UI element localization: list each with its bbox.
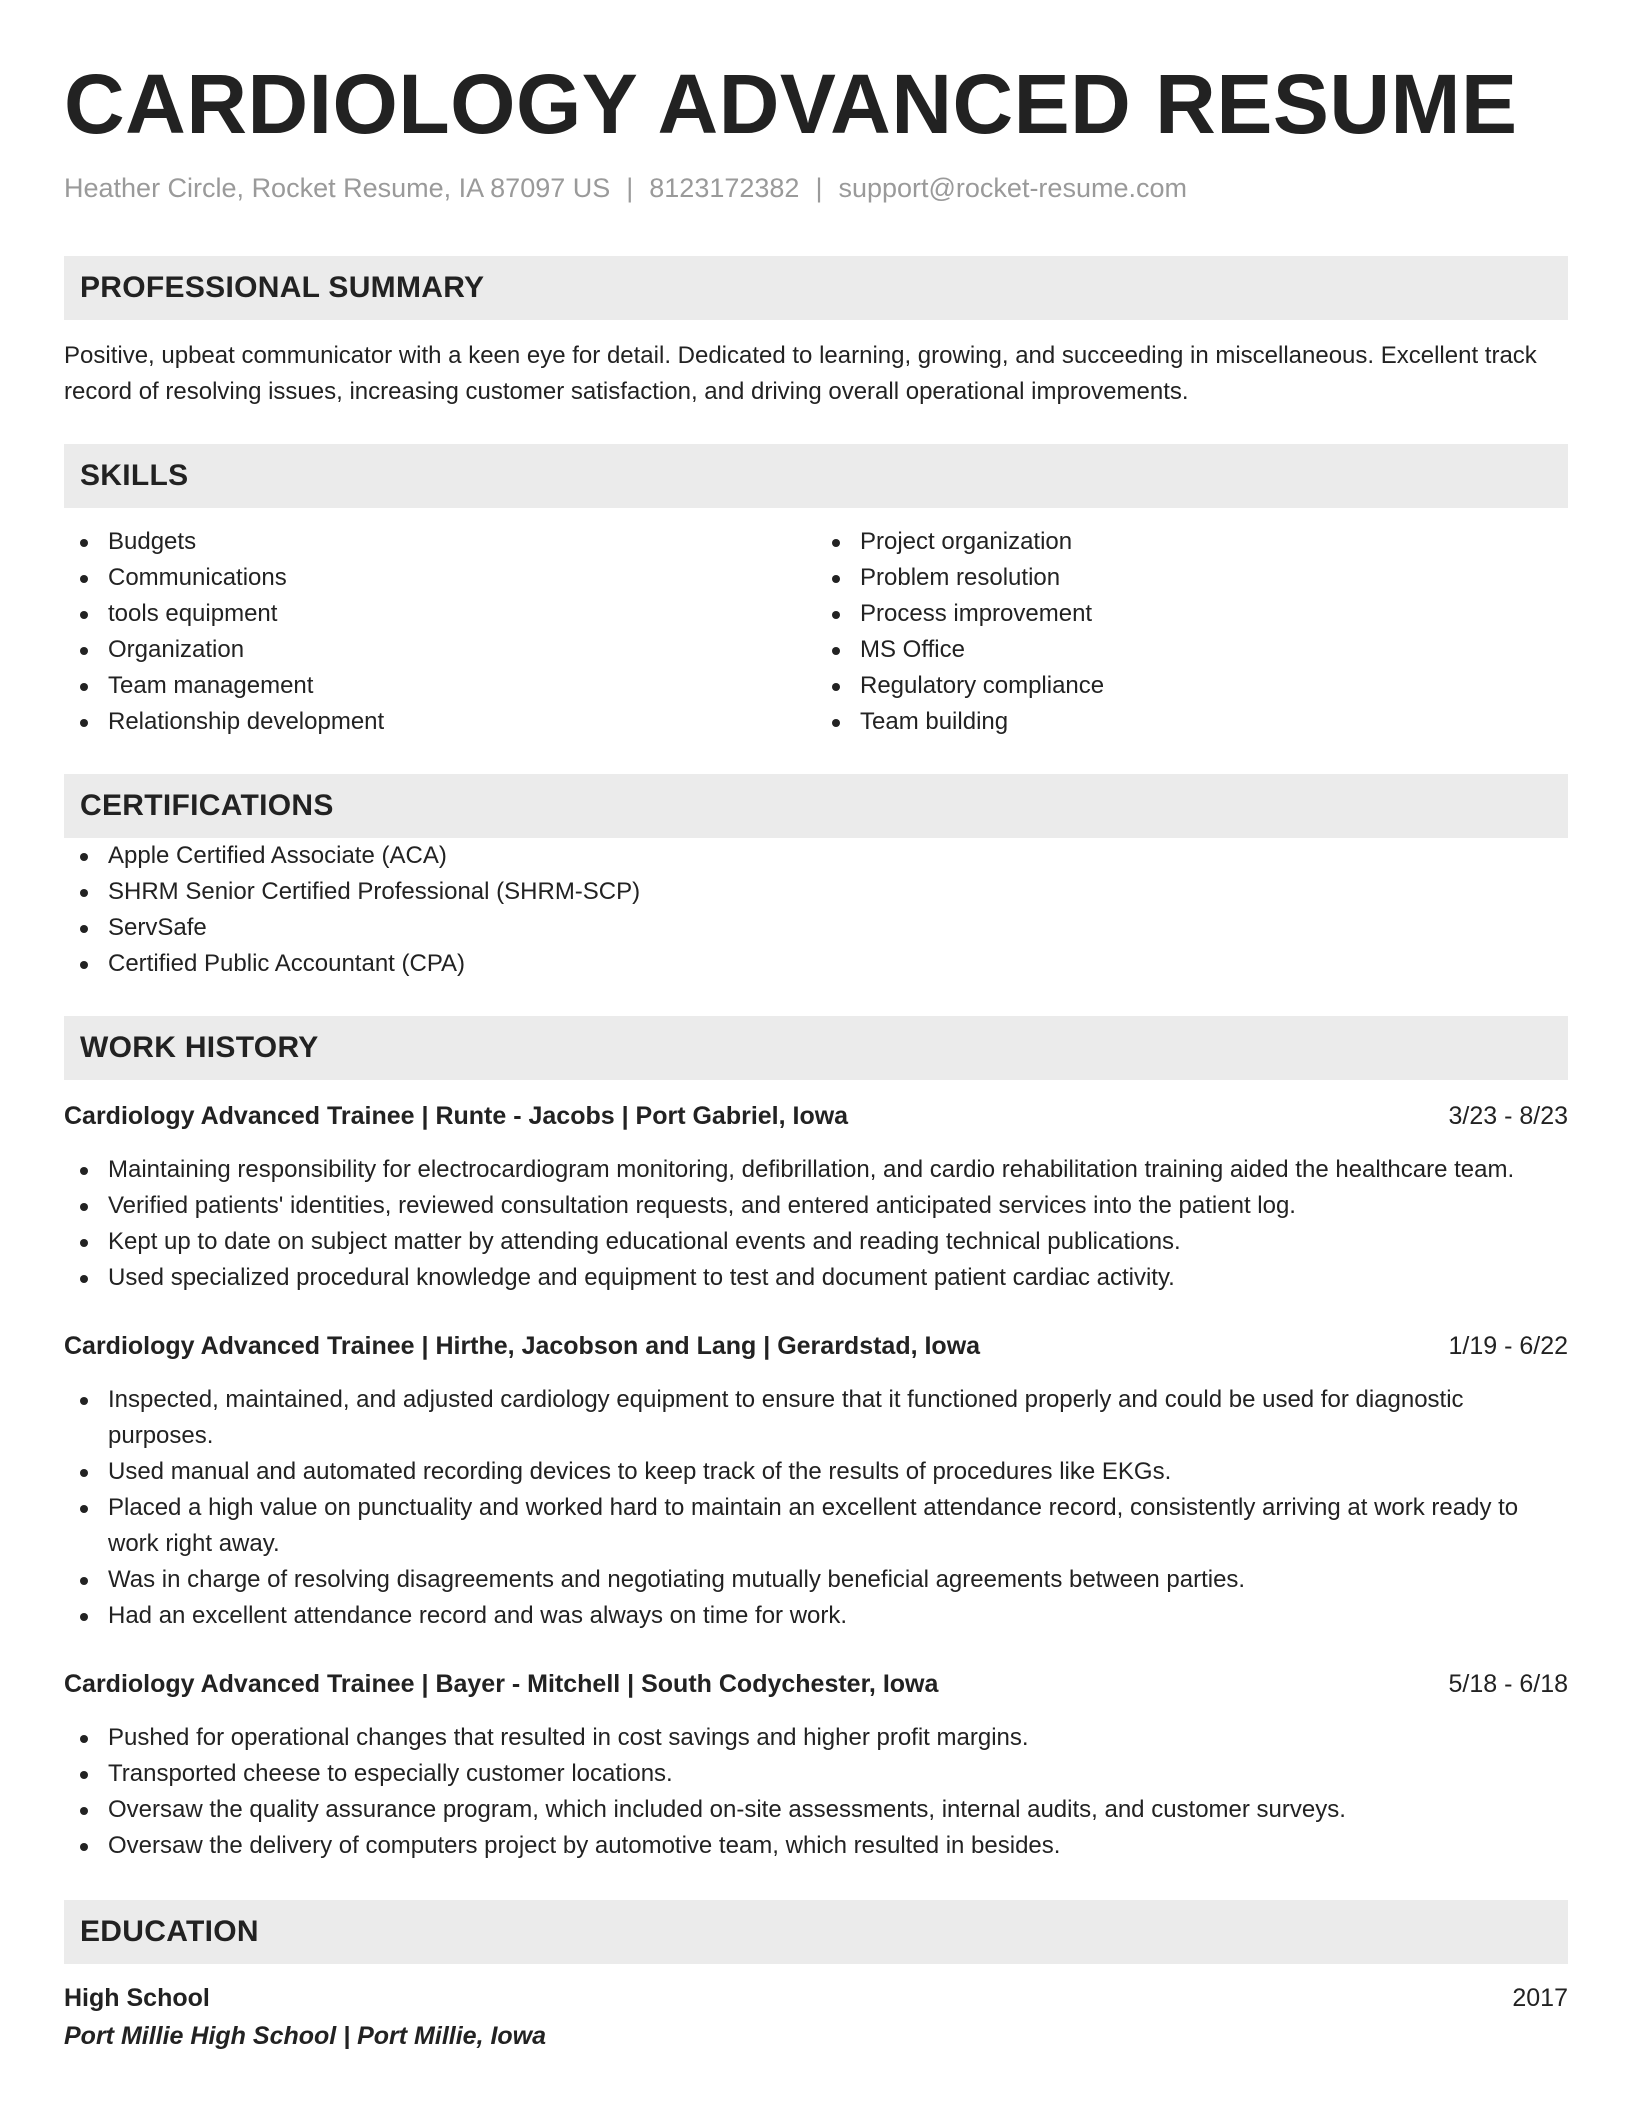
job-bullets: [64, 1720, 1568, 1864]
education-header: [64, 1980, 1568, 2016]
job-bullets: [64, 1382, 1568, 1634]
job-title: Cardiology Advanced Trainee | Runte - Jacobs | Port Gabriel, Iowa: [64, 1102, 849, 1130]
job-bullet: Had an excellent attendance record and was always on time for work.: [64, 1598, 1568, 1634]
certification-item: Apple Certified Associate (ACA): [64, 838, 1568, 874]
skill-item: Budgets: [64, 524, 816, 560]
job-dates: 3/23 - 8/23: [1448, 1102, 1568, 1130]
job-bullet: Oversaw the delivery of computers project by automotive team, which resulted in besides.: [64, 1828, 1568, 1864]
job-bullets: [64, 1152, 1568, 1296]
job-bullet: Oversaw the quality assurance program, which included on-site assessments, internal audits, and customer surveys.: [64, 1792, 1568, 1828]
job-dates: 1/19 - 6/22: [1448, 1332, 1568, 1360]
job-header: [64, 1098, 1568, 1134]
job-bullet: Kept up to date on subject matter by attending educational events and reading technical publications.: [64, 1224, 1568, 1260]
resume-title: CARDIOLOGY ADVANCED RESUME: [64, 57, 1518, 151]
job-title: Cardiology Advanced Trainee | Hirthe, Jacobson and Lang | Gerardstad, Iowa: [64, 1332, 981, 1360]
skill-item: Problem resolution: [816, 560, 1568, 596]
job-bullet: Was in charge of resolving disagreements and negotiating mutually beneficial agreements between parties.: [64, 1562, 1568, 1598]
skills-list: [64, 524, 1568, 740]
job-bullet: Used specialized procedural knowledge and equipment to test and document patient cardiac activity.: [64, 1260, 1568, 1296]
skill-item: Relationship development: [64, 704, 816, 740]
education-year: 2017: [1512, 1984, 1568, 2012]
job-dates: 5/18 - 6/18: [1448, 1670, 1568, 1698]
contact-separator: |: [815, 173, 823, 203]
skill-item: tools equipment: [64, 596, 816, 632]
job-bullet: Maintaining responsibility for electrocardiogram monitoring, defibrillation, and cardio rehabilitation training aided the healthcare team.: [64, 1152, 1568, 1188]
section-header-certifications: CERTIFICATIONS: [64, 774, 1568, 838]
skill-item: MS Office: [816, 632, 1568, 668]
contact-separator: |: [626, 173, 634, 203]
job-entry: [64, 1666, 1568, 1864]
contact-line: [64, 170, 1568, 206]
job-header: [64, 1328, 1568, 1364]
job-bullet: Verified patients' identities, reviewed consultation requests, and entered anticipated services into the patient log.: [64, 1188, 1568, 1224]
certification-item: ServSafe: [64, 910, 1568, 946]
education-school: Port Millie High School | Port Millie, Iowa: [64, 2022, 547, 2050]
contact-phone: 8123172382: [649, 173, 800, 203]
contact-email: support@rocket-resume.com: [838, 173, 1187, 203]
certification-item: SHRM Senior Certified Professional (SHRM-SCP): [64, 874, 1568, 910]
certifications-list: [64, 838, 1568, 982]
skill-item: Organization: [64, 632, 816, 668]
job-bullet: Inspected, maintained, and adjusted cardiology equipment to ensure that it functioned properly and could be used for diagnostic purposes.: [64, 1382, 1568, 1454]
skill-item: Team management: [64, 668, 816, 704]
skill-item: Communications: [64, 560, 816, 596]
skills-column-right: [816, 524, 1568, 740]
section-header-education: EDUCATION: [64, 1900, 1568, 1964]
job-entry: [64, 1328, 1568, 1634]
job-header: [64, 1666, 1568, 1702]
skill-item: Team building: [816, 704, 1568, 740]
education-degree: High School: [64, 1984, 210, 2012]
job-title: Cardiology Advanced Trainee | Bayer - Mitchell | South Codychester, Iowa: [64, 1670, 939, 1698]
summary-text: Positive, upbeat communicator with a keen eye for detail. Dedicated to learning, growing, and succeeding in miscellaneous. Excellent track record of resolving issues, increasing customer satisfaction, and driving overall operational improvements.: [64, 342, 1537, 405]
job-bullet: Pushed for operational changes that resulted in cost savings and higher profit margins.: [64, 1720, 1568, 1756]
job-bullet: Used manual and automated recording devices to keep track of the results of procedures like EKGs.: [64, 1454, 1568, 1490]
job-bullet: Transported cheese to especially customer locations.: [64, 1756, 1568, 1792]
section-header-summary: PROFESSIONAL SUMMARY: [64, 256, 1568, 320]
job-entry: [64, 1098, 1568, 1296]
section-header-skills: SKILLS: [64, 444, 1568, 508]
skill-item: Process improvement: [816, 596, 1568, 632]
skills-column-left: [64, 524, 816, 740]
contact-address: Heather Circle, Rocket Resume, IA 87097 US: [64, 173, 611, 203]
skill-item: Project organization: [816, 524, 1568, 560]
job-bullet: Placed a high value on punctuality and worked hard to maintain an excellent attendance record, consistently arriving at work ready to work right away.: [64, 1490, 1568, 1562]
skill-item: Regulatory compliance: [816, 668, 1568, 704]
certification-item: Certified Public Accountant (CPA): [64, 946, 1568, 982]
section-header-work-history: WORK HISTORY: [64, 1016, 1568, 1080]
